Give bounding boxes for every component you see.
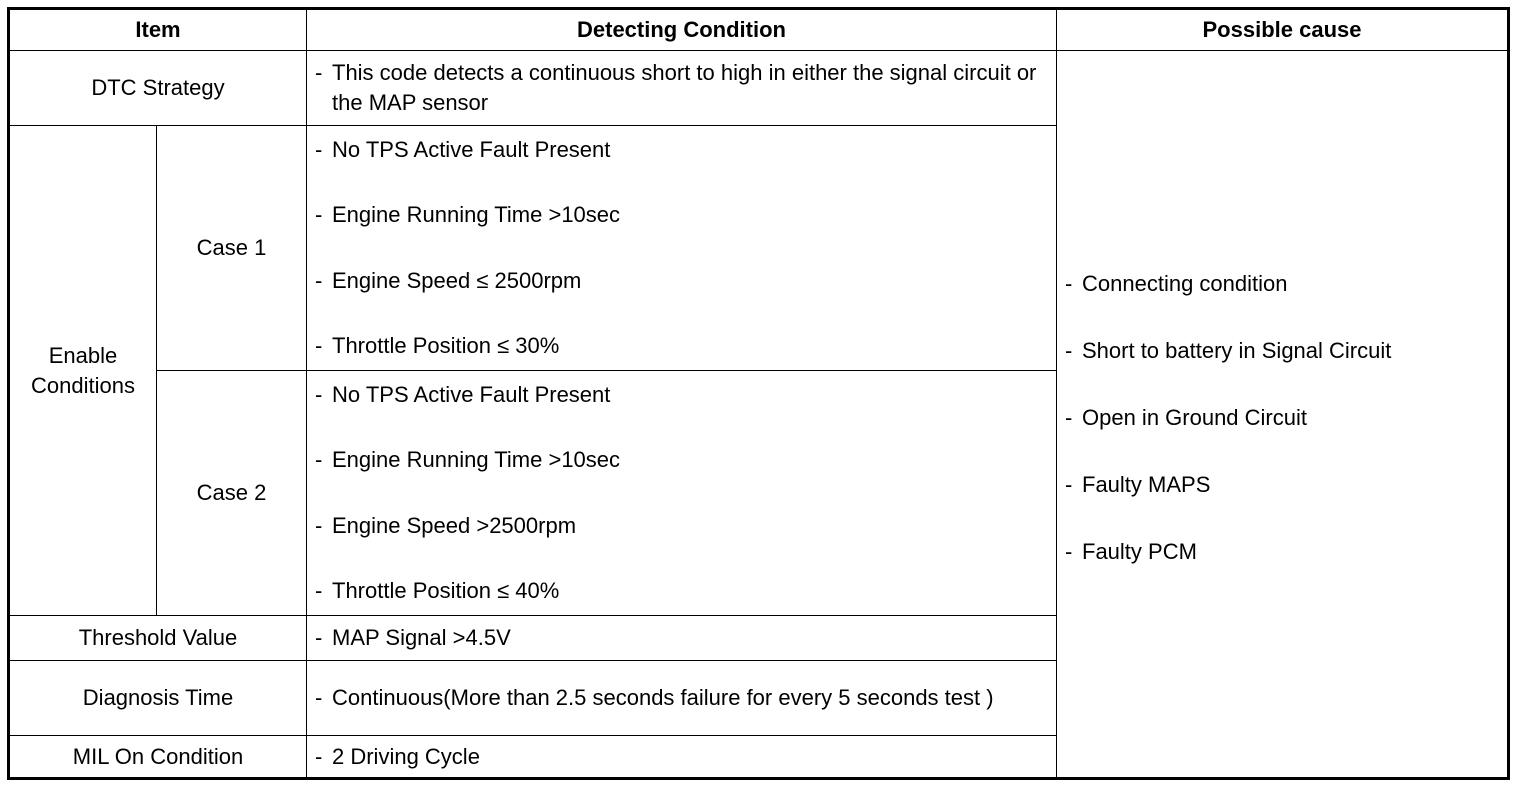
bullet-dash: - — [315, 512, 323, 538]
bullet-dash: - — [1065, 405, 1073, 430]
enable-conditions-label: Enable Conditions — [9, 126, 157, 616]
dtc-strategy-cell — [307, 51, 1057, 126]
diagnosis-time-text: Continuous(More than 2.5 seconds failure for every 5 seconds test ) — [332, 685, 994, 710]
condition-item — [315, 266, 1048, 296]
bullet-dash: - — [315, 137, 323, 162]
cause-item — [1065, 403, 1507, 433]
cause-text: Open in Ground Circuit — [1082, 405, 1307, 430]
bullet-dash: - — [315, 625, 323, 650]
bullet-dash: - — [315, 685, 323, 710]
bullet-dash: - — [1065, 472, 1073, 497]
mil-on-condition-line — [315, 742, 1048, 772]
condition-text: Throttle Position ≤ 40% — [332, 577, 560, 603]
threshold-value-text: MAP Signal >4.5V — [332, 625, 511, 650]
diagnosis-time-label: Diagnosis Time — [9, 661, 307, 736]
bullet-dash: - — [315, 743, 323, 769]
bullet-dash: - — [315, 332, 323, 358]
condition-item — [315, 511, 1048, 541]
threshold-value-cell — [307, 616, 1057, 661]
possible-causes-cell — [1057, 51, 1509, 779]
case2-list — [315, 372, 1048, 614]
possible-causes-list — [1065, 269, 1507, 567]
bullet-dash: - — [1065, 271, 1073, 296]
bullet-dash: - — [1065, 338, 1073, 363]
condition-item — [315, 135, 1048, 165]
header-possible-cause: Possible cause — [1057, 9, 1509, 51]
case2-label: Case 2 — [157, 371, 307, 616]
cause-item — [1065, 537, 1507, 567]
cause-text: Faulty MAPS — [1082, 472, 1211, 497]
case1-label: Case 1 — [157, 126, 307, 371]
bullet-dash: - — [315, 447, 323, 473]
diagnosis-time-cell — [307, 661, 1057, 736]
header-detecting-condition: Detecting Condition — [307, 9, 1057, 51]
dtc-strategy-text: This code detects a continuous short to high in either the signal circuit or the MAP sensor — [332, 60, 1037, 115]
threshold-value-label: Threshold Value — [9, 616, 307, 661]
header-item: Item — [9, 9, 307, 51]
row-dtc-strategy — [9, 51, 1509, 126]
bullet-dash: - — [315, 267, 323, 293]
condition-item — [315, 200, 1048, 230]
cause-item — [1065, 470, 1507, 500]
condition-text: Engine Speed >2500rpm — [332, 512, 577, 538]
bullet-dash: - — [315, 577, 323, 603]
bullet-dash: - — [315, 382, 323, 407]
mil-on-condition-label: MIL On Condition — [9, 736, 307, 779]
cause-text: Faulty PCM — [1082, 539, 1197, 564]
threshold-value-line — [315, 623, 1048, 653]
case2-conditions — [307, 371, 1057, 616]
condition-text: Throttle Position ≤ 30% — [332, 332, 560, 358]
bullet-dash: - — [315, 202, 323, 228]
mil-on-condition-cell — [307, 736, 1057, 779]
condition-item — [315, 576, 1048, 606]
header-row — [9, 9, 1509, 51]
condition-item — [315, 445, 1048, 475]
condition-text: No TPS Active Fault Present — [332, 382, 611, 407]
dtc-strategy-label: DTC Strategy — [9, 51, 307, 126]
cause-text: Connecting condition — [1082, 271, 1288, 296]
condition-text: Engine Speed ≤ 2500rpm — [332, 267, 582, 293]
dtc-strategy-line — [315, 58, 1048, 118]
case1-conditions — [307, 126, 1057, 371]
case1-list — [315, 127, 1048, 369]
bullet-dash: - — [315, 60, 323, 85]
condition-text: Engine Running Time >10sec — [332, 447, 621, 473]
condition-item — [315, 331, 1048, 361]
condition-text: Engine Running Time >10sec — [332, 202, 621, 228]
condition-text: No TPS Active Fault Present — [332, 137, 611, 162]
dtc-table — [7, 7, 1510, 780]
cause-item — [1065, 336, 1507, 366]
cause-item — [1065, 269, 1507, 299]
mil-on-condition-text: 2 Driving Cycle — [332, 743, 480, 769]
diagnosis-time-line — [315, 683, 1048, 713]
bullet-dash: - — [1065, 539, 1073, 564]
cause-text: Short to battery in Signal Circuit — [1082, 338, 1392, 363]
condition-item — [315, 380, 1048, 410]
